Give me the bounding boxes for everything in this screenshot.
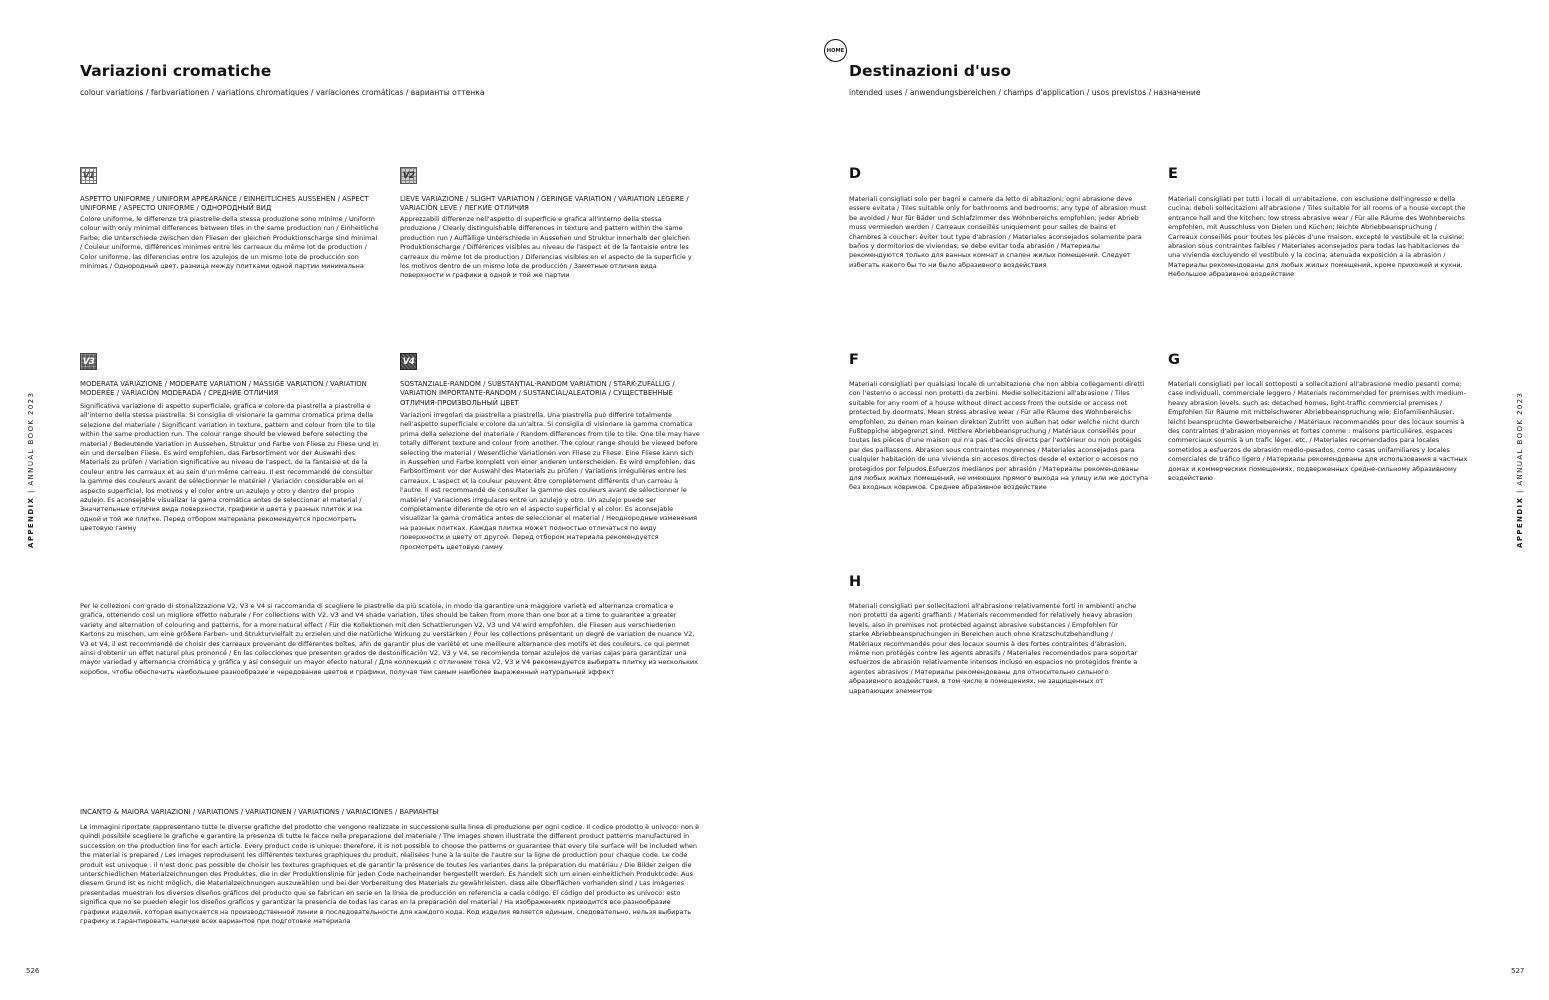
use-class-d-letter: D bbox=[849, 166, 862, 182]
v1-variation-icon: V1 bbox=[80, 167, 97, 184]
use-class-e-description: Materiali consigliati per tutti i locali di un'abitazione, con esclusione dell'ingresso e della cucina; deboli sollecitazioni all'abrasione / Tiles suitable for all rooms of a house except the entrance hall and the kitchen; low stress abrasive wear / Für alle Räume des Wohnbereichs empfohlen, mit Ausschluss von Dielen und Küchen; leichte Abriebbeanspruchung / Carreaux conseillés pour toutes les pièces d'une maison, excepté le vestibule et la cuisine; abrasion sous contraintes faibles / Materiales aconsejados para todas las habitaciones de una vivienda excluyendo el vestíbulo y la cocina; atenuada exposición a la abrasión / Материалы рекомендованы для любых жилых помещений, кроме прихожей и кухни. Небольшое абразивное воздействие bbox=[1168, 195, 1466, 279]
use-class-d-description: Materiali consigliati solo per bagni e camere da letto di abitazioni; ogni abrasione deve essere evitata / Tiles suitable only for bathrooms and bedrooms; any type of abrasion must be avoided / Nur für Bäder und Schlafzimmer des Wohnbereichs empfohlen; jeder Abrieb muss vermieden werden / Carreaux conseillés uniquement pour salles de bains et chambres à coucher; éviter tout type d'abrasion / Materiales aconsejados solamente para baños y dormitorios de viviendas; se debe evitar toda abrasión / Материалы рекомендуются только для ванных комнат и спален жилых помещений. Следует избегать какого бы то ни было абразивного воздействия bbox=[849, 195, 1147, 269]
v1-heading: ASPETTO UNIFORME / UNIFORM APPEARANCE / EINHEITLICHES AUSSEHEN / ASPECT UNIFORME / ASPECTO UNIFORME / ОДНОРОДНЫЙ ВИД bbox=[80, 195, 369, 213]
use-class-g-description: Materiali consigliati per locali sottoposti a sollecitazioni all'abrasione medio pesanti come: case individuali, commerciale leggero / Materials recommended for premises with medium-heavy abrasion levels, such as: detached homes, light-traffic commercial premises / Empfohlen für Räume mit mittelschwerer Abriebbeanspruchung wie: Einfamilienhäuser, leicht beanspruchte Gewerbebereiche / Matériaux recommandés pour des locaux soumis à des contraintes d'abrasion moyennes et fortes comme : maisons particulières, espaces commerciaux soumis à un trafic léger, etc. / Materiales recomendados para locales sometidos a esfuerzos de abrasión medio-pesados, como casas unifamiliares y locales comerciales de tráfico ligero / Материалы рекомендованы для использования в частных домах и коммерческих помещениях, подверженных средне-сильному абразивному воздействию bbox=[1168, 380, 1468, 483]
use-class-f-letter: F bbox=[849, 352, 859, 368]
collections-shade-note: Per le collezioni con grado di stonalizzazione V2, V3 e V4 si raccomanda di scegliere le piastrelle da più scatole, in modo da garantire una maggiore varietà ed alternanza cromatica e grafica, ottenendo così un migliore effetto naturale / For collections with V2, V3 and V4 shade variation, tiles should be taken from more than one box at a time to guarantee a greater variety and alternation of colouring and patterns, for a more natural effect / Für die Kollektionen mit den Schattierungen V2, V3 und V4 wird empfohlen, die Fliesen aus verschiedenen Kartons zu mischen, um eine größere Farben- und Strukturvielfalt zu erzielen und die natürliche Wirkung zu verstärken / Pour les collections présentant un degré de variation de nuance V2, V3 et V4, il est recommandé de choisir des carreaux provenant de différentes boîtes, afin de garantir plus de variété et une meilleure alternance des motifs et des couleurs, ce qui permet ainsi d'obtenir un effet naturel plus prononcé / En las colecciones que presenten grados de destonificación V2, V3 y V4, se recomienda tomar azulejos de varias cajas para garantizar una mayor variedad y alternancia cromática y gráfica y así conseguir un mayor efecto natural / Для коллекций с отличием тона V2, V3 и V4 рекомендуется выбирать плитку из нескольких коробок, чтобы обеспечить наибольшее разнообразие и чередование цветов и графики, получая тем самым наиболее выраженный натуральный эффект bbox=[80, 602, 698, 676]
v4-variation-icon: V4 bbox=[400, 353, 417, 370]
left-side-label bbox=[27, 392, 35, 548]
right-page-number: 527 bbox=[1511, 967, 1525, 975]
side-label-rest: | ANNUAL BOOK 2023 bbox=[27, 391, 35, 497]
v3-description: Significativa variazione di aspetto superficiale, grafica e colore da piastrella a piastrella e all'interno della stessa piastrella. Si consiglia di visionare la gamma cromatica prima della selezione del materiale / Significant variation in texture, pattern and colour from tile to tile within the same production run. The colour range should be viewed before selecting the material / Bedeutende Variation in Aussehen, Struktur und Farbe von Fliese zu Fliese und in ein und derselben Fliese. Es wird empfohlen, das Farbsortiment vor der Auswahl des Materials zu prüfen / Variation significative au niveau de l'aspect, de la fantaisie et de la couleur entre les carreaux et au sein d'un même carreau. Il est recommandé de consulter la gamme des couleurs avant de sélectionner le matériel / Variación considerable en el aspecto superficial, los motivos y el color entre un azulejo y otro y dentro del propio azulejo. Es aconsejable visualizar la gama cromática antes de seleccionar el material / Значительные отличия вида поверхности, графики и цвета у разных плиток и на одной и той же плитке. Перед отбором материала рекомендуется просмотреть цветовую гамму bbox=[80, 402, 379, 533]
use-class-h-letter: H bbox=[849, 574, 862, 590]
home-button[interactable]: HOME bbox=[824, 39, 847, 62]
v3-variation-icon: V3 bbox=[80, 353, 97, 370]
use-class-e-letter: E bbox=[1168, 166, 1178, 182]
right-side-label bbox=[1516, 392, 1524, 548]
right-page-subtitle: intended uses / anwendungsbereichen / champs d'application / usos previstos / назначение bbox=[849, 88, 1201, 97]
side-label-rest: | ANNUAL BOOK 2023 bbox=[1516, 391, 1524, 497]
v2-variation-icon: V2 bbox=[400, 167, 417, 184]
incanto-maiora-heading: INCANTO & MAIORA VARIAZIONI / VARIATIONS / VARIATIONEN / VARIATIONS / VARIACIONES / ВАРИАНТЫ bbox=[80, 808, 439, 816]
v3-heading: MODERATA VARIAZIONE / MODERATE VARIATION / MÄSSIGE VARIATION / VARIATION MODÉRÉE / VARIACIÓN MODERADA / СРЕДНИЕ ОТЛИЧИЯ bbox=[80, 380, 367, 398]
incanto-maiora-description: Le immagini riportate rappresentano tutte le diverse grafiche del prodotto che vengono realizzate in successione sulla linea di produzione per ogni codice. Il codice prodotto è univoco: non è quindi possibile scegliere le grafiche e garantire la presenza di tutte le facce nella preparazione del materiale / The images shown illustrate the different product patterns manufactured in succession on the production line for each article. Every product code is unique: therefore, it is not possible to choose the patterns or guarantee that every tile surface will be included when the material is prepared / Les images reproduisent les différentes textures graphiques du produit, réalisées l'une à la suite de l'autre sur la ligne de production pour chaque code. Le code produit est univoque : il n'est donc pas possible de choisir les textures graphiques et de garantir la présence de toutes les variantes dans la préparation du matériau / Die Bilder zeigen die unterschiedlichen Materialzeichnungen des Produktes, die in der Produktionslinie für jeden Code nacheinander hergestellt werden. Es handelt sich um einen einheitlichen Produktcode: Aus diesem Grund ist es nicht möglich, die Materialzeichnungen auszuwählen und bei der Vorbereitung des Materials zu gewährleisten, dass alle Oberflächen vorhanden sind / Las imágenes presentadas muestran los diversos diseños gráficos del producto que se fabrican en serie en la línea de producción en referencia a cada código. El código del producto es unívoco: esto significa que no se pueden elegir los diseños gráficos y garantizar la presencia de todas las caras en la preparación del material / На изображениях приводится все разнообразие графики изделий, которая выпускается на производственной линии в последовательности для каждого кода. Код изделия является единым, следовательно, нельзя выбирать графику и гарантировать наличие всех вариантов при подготовке материала bbox=[80, 823, 700, 926]
left-page-subtitle: colour variations / farbvariationen / variations chromatiques / variaciones cromáticas / варианты оттенка bbox=[80, 88, 485, 97]
right-page-title: Destinazioni d'uso bbox=[849, 62, 1012, 80]
use-class-f-description: Materiali consigliati per qualsiasi locale di un'abitazione che non abbia collegamenti diretti con l'esterno o accessi non protetti da zerbini. Medie sollecitazioni all'abrasione / Tiles suitable for any room of a house without direct access from the outside or access not protected by doormats. Mean stress abrasive wear / Für alle Räume des Wohnbereichs empfohlen, zu denen man keinen direkten Zutritt von außen hat oder welche nicht durch Fußteppiche abgegrenzt sind. Mittlere Abriebbeanspruchung / Matériaux conseillés pour toutes les pièces d'une maison qui n'a pas d'accès directs par l'extérieur ou non protégés par des paillassons. Abrasion sous contraintes moyennes / Materiales aconsejados para cualquier habitación de una vivienda sin accesos directos desde el exterior o accesos no protegidos por felpudos.Esfuerzos medianos por abrasión / Материалы рекомендованы для любых жилых помещений, не имеющих прямого выхода на улицу или же доступа без входных ковриков. Среднее абразивное воздействие bbox=[849, 380, 1149, 492]
use-class-h-description: Materiali consigliati per sollecitazioni all'abrasione relativamente forti in ambienti anche non protetti da agenti graffianti / Materials recommended for relatively heavy abrasion levels, also in premises not protected against abrasive substances / Empfohlen für starke Abriebbeanspruchungen in Bereichen auch ohne Kratzschutzbehandlung / Matériaux recommandés pour des locaux soumis à des fortes contraintes d'abrasion, même non protégés contre les agents abrasifs / Materiales recomendados para soportar esfuerzos de abrasión relativamente intensos incluso en espacios no protegidos frente a agentes abrasivos / Материалы рекомендованы для относительно сильного абразивного воздействия, в том числе в помещениях, не защищенных от царапающих элементов bbox=[849, 602, 1138, 695]
v2-description: Apprezzabili differenze nell'aspetto di superficie e grafica all'interno della stessa produzione / Clearly distinguishable differences in texture and pattern within the same production run / Auffällige Unterschiede in Aussehen und Struktur innerhalb der gleichen Produktionscharge / Différences visibles au niveau de l'aspect et de la fantaisie entre les carreaux du même lot de production / Diferencias visibles en el aspecto de la superficie y los motivos dentro de un mismo lote de producción / Заметные отличия вида поверхности и графики в одной и той же партии bbox=[400, 215, 692, 280]
v2-heading: LIEVE VARIAZIONE / SLIGHT VARIATION / GERINGE VARIATION / VARIATION LÉGÈRE / VARIACIÓN LEVE / ЛЕГКИЕ ОТЛИЧИЯ bbox=[400, 195, 689, 213]
side-label-bold: APPENDIX bbox=[27, 496, 35, 548]
left-page-title: Variazioni cromatiche bbox=[80, 62, 272, 80]
v1-description: Colore uniforme, le differenze tra piastrelle della stessa produzione sono minime / Uniform colour with only minimal differences between tiles in the same production run / Einheitliche Farbe; die Unterschiede zwischen den Fliesen der gleichen Produktionscharge sind minimal / Couleur uniforme, différences minimes entre les carreaux du même lot de production / Color uniforme, las diferencias entre los azulejos de un mismo lote de producción son mínimas / Однородный цвет, разница между плитками одной партии минимальна bbox=[80, 215, 379, 271]
left-page-number: 526 bbox=[26, 967, 40, 975]
v4-description: Variazioni irregolari da piastrella a piastrella. Una piastrella può differire totalmente nell'aspetto superficiale e colore da un'altra. Si consiglia di visionare la gamma cromatica prima della selezione del materiale / Random differences from tile to tile. One tile may have totally different texture and colour from another. The colour range should be viewed before selecting the material / Wesentliche Variationen von Fliese zu Fliese. Eine Fliese kann sich in Aussehen und Farbe komplett von einer anderen unterscheiden. Es wird empfohlen, das Farbsortiment vor der Auswahl des Materials zu prüfen / Variations irrégulières entre les carreaux. L'aspect et la couleur peuvent être complètement différents d'un carreau à l'autre. Il est recommandé de consulter la gamme des couleurs avant de sélectionner le matériel / Variaciones irregulares entre un azulejo y otro. Un azulejo puede ser completamente diferente de otro en el aspecto superficial y el color. Es aconsejable visualizar la gama cromática antes de seleccionar el material / Неоднородные изменения на разных плитках. Каждая плитка может полностью отличаться по виду поверхности и цвету от другой. Перед отбором материала рекомендуется просмотреть цветовую гамму bbox=[400, 411, 700, 551]
v4-heading: SOSTANZIALE-RANDOM / SUBSTANTIAL-RANDOM VARIATION / STARK-ZUFÄLLIG / VARIATION IMPORTANTE-RANDOM / SUSTANCIAL/ALEATORIA / СУЩЕСТВЕННЫЕ ОТЛИЧИЯ-ПРОИЗВОЛЬНЫЙ ЦВЕТ bbox=[400, 380, 675, 407]
use-class-g-letter: G bbox=[1168, 352, 1180, 368]
side-label-bold: APPENDIX bbox=[1516, 496, 1524, 548]
